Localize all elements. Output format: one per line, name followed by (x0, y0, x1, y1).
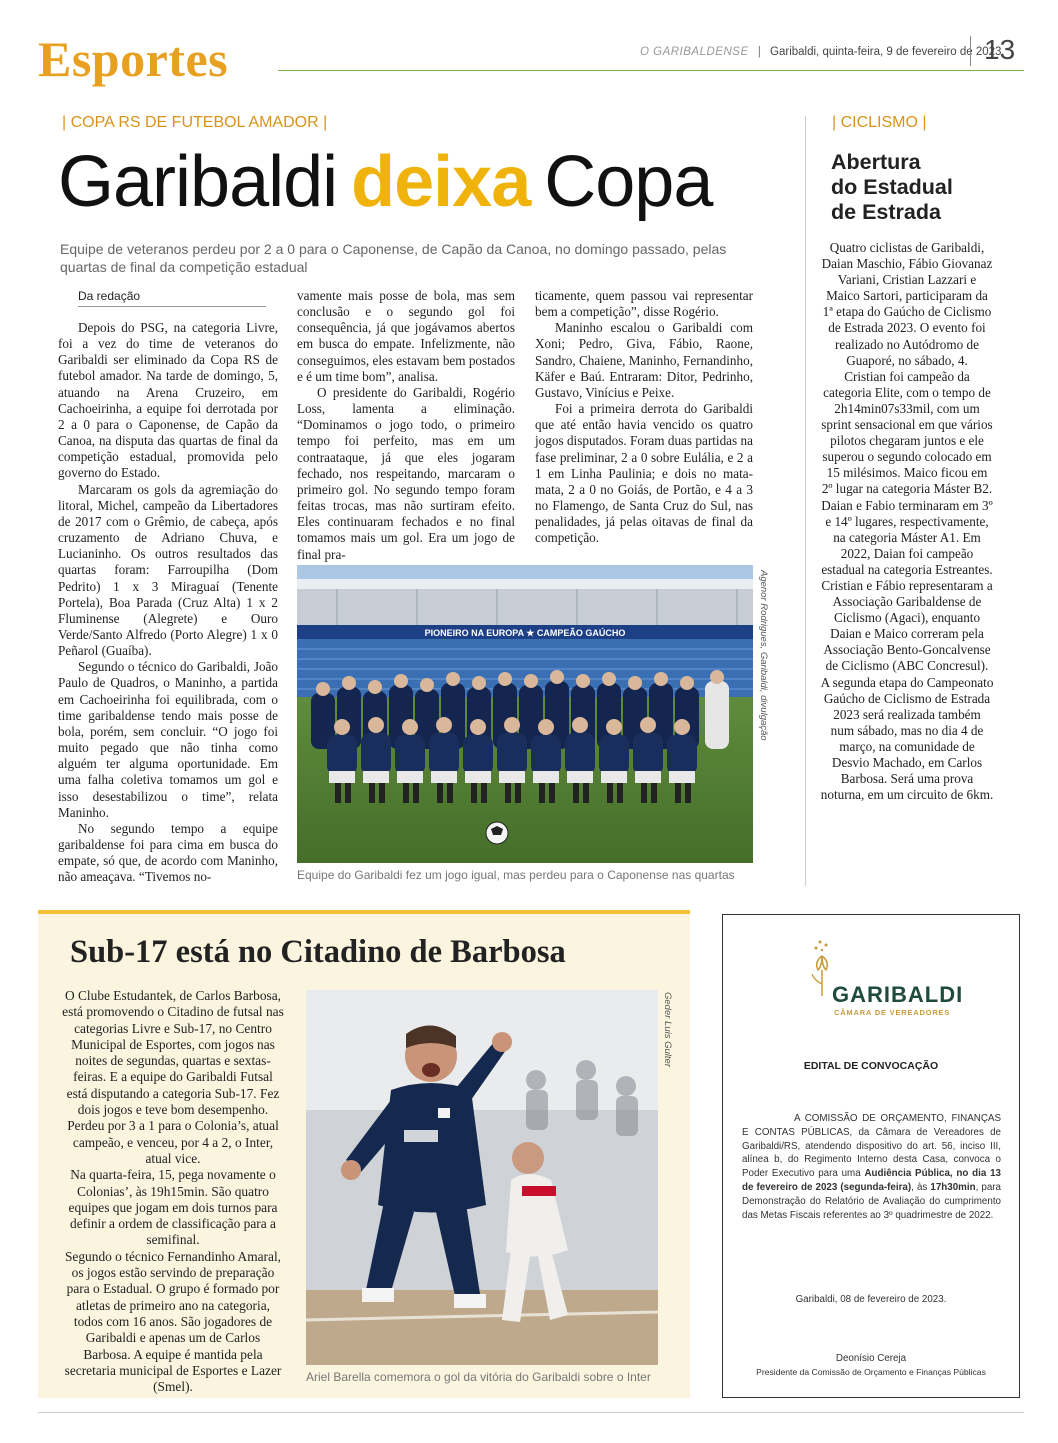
byline: Da redação (78, 289, 141, 303)
header-rule (278, 70, 1024, 71)
paragraph: Na quarta-feira, 15, pega novamente o Colonias’, às 19h15min. São quatro equipes que jogam em dois turnos para definir a ordem de classificação para a semifinal. (68, 1167, 278, 1248)
edital-body-text: , às (911, 1181, 928, 1193)
paragraph: Segundo o técnico Fernandinho Amaral, os jogos estão servindo de preparação para o Estadual. O grupo é formado por atletas de primeiro ano na categoria, todos com 16 anos. São jogadores de Garibaldi e apenas um de Carlos Barbosa. A equipe é mantida pela secretaria municipal de Esportes e Lazer (Smel). (64, 1248, 282, 1395)
newspaper-brand: O GARIBALDENSE (640, 46, 749, 58)
paragraph: Segundo o técnico do Garibaldi, João Paulo de Quadros, o Maninho, a partida em Cachoeirinha foi equilibrada, com o time garibaldense tendo mais posse de bola, porém, sem concluir. “O jogo foi muito pegado que não tinha como alguém ter alguma oportunidade. Em uma falha coletiva tomamos um gol e isso desestabilizou o time”, relata Maninho. (58, 659, 278, 820)
side-headline-line: de Estrada (831, 200, 941, 224)
date-text: Garibaldi, quinta-feira, 9 de fevereiro de 2023 (770, 46, 1002, 58)
article-column-3 (535, 288, 753, 547)
paragraph: O Clube Estudantek, de Carlos Barbosa, está promovendo o Citadino de futsal nas categorias Livre e Sub-17, no Centro Municipal de Esportes, com jogos nas noites de segundas, quartas e sextas-feiras. E a equipe do Garibaldi Futsal está disputando a categoria Sub-17. Fez dois jogos e teve bom desempenho. Perdeu por 3 a 1 para o Colonia’s, atual campeão, e venceu, por 4 a 2, o Inter, atual vice. (62, 988, 284, 1166)
paragraph: A segunda etapa do Campeonato Gaúcho de Ciclismo de Estrada 2023 será realizada também num sábado, mas no dia 4 de março, na comunidade de Desvio Machado, em Carlos Barbosa. Será uma prova noturna, em um circuito de 6km. (820, 674, 994, 803)
edital-body-text: , para Demonstração do Relatório de Avaliação do cumprimento das Metas Fiscais referentes ao 3º quadrimestre de 2022. (742, 1181, 1002, 1221)
header-separator: | (757, 46, 761, 58)
page-number-divider (970, 36, 971, 66)
main-headline (58, 136, 712, 228)
headline-part-3: Copa (544, 142, 713, 222)
logo-wordmark: GARIBALDI (832, 982, 964, 1007)
paragraph: Cristian e Fábio representaram a Associação Garibaldense de Ciclismo (Agaci), enquanto Daian e Maico correram pela Associação Bento-Goncalvense de Ciclismo (ABC Concresul). (821, 577, 993, 674)
stadium-banner-text: PIONEIRO NA EUROPA ★ CAMPEÃO GAÚCHO (424, 628, 626, 638)
header-dateline (640, 46, 1001, 58)
column-divider (805, 116, 806, 886)
photo-credit: Agenor Rodrigues, Garibaldi, divulgação (758, 570, 769, 741)
box-photo-credit: Geder Luis Gulter (662, 992, 673, 1067)
page-number: 13 (984, 34, 1016, 65)
main-kicker: | COPA RS DE FUTEBOL AMADOR | (62, 114, 328, 131)
edital-signer-role: Presidente da Comissão de Orçamento e Finanças Públicas (756, 1367, 986, 1377)
headline-highlight: deixa (351, 142, 531, 222)
team-photo-image (297, 565, 753, 863)
side-headline-line: Abertura (831, 150, 921, 174)
paragraph: Maninho escalou o Garibaldi com Xoni; Pedro, Giva, Fábio, Raone, Sandro, Chaiene, Maninho, Fernandinho, Käfer e Baú. Entraram: Ditor, Pedrinho, Gustavo, Vinícius e Peixe. (535, 320, 753, 400)
paragraph: Depois do PSG, na categoria Livre, foi a vez do time de veteranos do Garibaldi ser eliminado da Copa RS de futebol amador. Na tarde de domingo, 5, atuando na Arena Cruzeiro, em Cachoeirinha, a equipe foi derrotada por 2 a 0 para o Caponense, de Capão da Canoa, na disputa das quartas de final da competição estadual, promovida pelo governo do Estado. (58, 320, 278, 481)
side-headline-line: do Estadual (831, 175, 953, 199)
paragraph: Marcaram os gols da agremiação do litoral, Michel, campeão da Libertadores de 2017 com o Grêmio, de cabeça, após cruzamento de Adriano Chuva, e Lucianinho. Os outros resultados das quartas foram: Farroupilha (Dom Pedrito) 1 x 3 Miraguaí (Tenente Portela), Boa Parada (Cruz Alta) 1 x 2 Fluminense (Alegrete) e Ouro Verde/Santo Alfredo (Porto Alegre) 1 x 0 Peñarol (Guaíba). (58, 481, 278, 659)
paragraph: No segundo tempo a equipe garibaldense foi para cima em busca do empate, só que, de acordo com Maninho, não ameaçava. “Tivemos no- (58, 820, 278, 885)
side-headline (831, 150, 953, 225)
edital-date: Garibaldi, 08 de fevereiro de 2023. (795, 1294, 947, 1305)
side-kicker: | CICLISMO | (832, 114, 927, 131)
byline-rule (78, 306, 266, 307)
box-photo-caption: Ariel Barella comemora o gol da vitória do Garibaldi sobre o Inter (306, 1370, 651, 1384)
team-photo (297, 565, 753, 863)
futsal-photo-image (306, 990, 658, 1365)
article-column-2 (297, 288, 515, 563)
box-article-body (62, 988, 284, 1395)
page-bottom-rule (38, 1412, 1024, 1413)
paragraph: Foi a primeira derrota do Garibaldi que até então havia vencido os quatro jogos disputados. Foram duas partidas na fase preliminar, 2 a 0 sobre Eulália, e 2 a 1 em Linha Paulinia; e dois no mata-mata, 2 a 0 no Goiás, de Portão, e 4 a 3 no Flamengo, de Santa Cruz do Sul, nas penalidades, já pelas oitavas de final da competição. (535, 401, 753, 546)
edital-body (742, 1112, 1001, 1222)
section-title: Esportes (38, 31, 229, 87)
paragraph: vamente mais posse de bola, mas sem conclusão e o segundo gol foi consequência, já que jogávamos abertos em busca do empate. Infelizmente, não conseguimos, eles estavam bem postados e é um time bom”, analisa. (297, 288, 515, 384)
paragraph: Cristian foi campeão da categoria Elite, com o tempo de 2h14min07s33mil, com um sprint sensacional em que vários pilotos chegaram juntos e ele superou o segundo colocado em 15 milésimos. Maico ficou em 2º lugar na categoria Máster B2. Daian e Fabio terminaram em 3º e 14º lugares, respectivamente, na categoria Máster A1. Em 2022, Daian foi campeão estadual na categoria Estreantes. (821, 368, 993, 577)
edital-title: EDITAL DE CONVOCAÇÃO (803, 1060, 939, 1072)
headline-part-1: Garibaldi (58, 142, 338, 222)
paragraph: O presidente do Garibaldi, Rogério Loss, lamenta a eliminação. “Dominamos o jogo todo, o primeiro tempo foi perfeito, mas em um contraataque, já que eles jogaram fechado, nos respeitando, marcaram o primeiro gol. No segundo tempo foram feitas trocas, mas não surtiram efeito. Eles continuaram fechados e no final tomamos mais um gol. Era um jogo de final pra- (297, 384, 515, 562)
edital-body-text: A COMISSÃO DE ORÇAMENTO, FINANÇAS E CONTAS PÚBLICAS, da Câmara de Vereadores de Garibaldi/RS, atendendo dispositivo do art. 56, inciso III, alínea b, do Regimento Interno desta Casa, convoca o Poder Executivo para uma (742, 1113, 1001, 1180)
edital-signer: Deonísio Cereja (835, 1353, 907, 1364)
edital-body-bold: 17h30min (930, 1181, 976, 1193)
article-column-1 (58, 320, 278, 885)
futsal-photo (306, 990, 658, 1365)
edital-body-bold: Audiência Pública, no dia 13 de fevereiro de 2023 (segunda-feira) (742, 1168, 1002, 1193)
logo-subtitle: CÂMARA DE VEREADORES (834, 1008, 951, 1017)
paragraph: ticamente, quem passou vai representar bem a competição”, disse Rogério. (535, 288, 753, 320)
photo-caption: Equipe do Garibaldi fez um jogo igual, mas perdeu para o Caponense nas quartas (297, 868, 735, 882)
main-deck: Equipe de veteranos perdeu por 2 a 0 para o Caponense, de Capão da Canoa, no domingo passado, pelas quartas de final da competição estadual (60, 241, 727, 275)
box-headline: Sub-17 está no Citadino de Barbosa (70, 934, 566, 970)
paragraph: Quatro ciclistas de Garibaldi, Daian Maschio, Fábio Giovanaz Variani, Cristian Lazzari e Maico Sartori, participaram da 1ª etapa do Gaúcho de Ciclismo de Estrada 2023. O evento foi realizado no Autódromo de Guaporé, no sábado, 4. (821, 240, 993, 368)
side-article-body (820, 240, 994, 803)
